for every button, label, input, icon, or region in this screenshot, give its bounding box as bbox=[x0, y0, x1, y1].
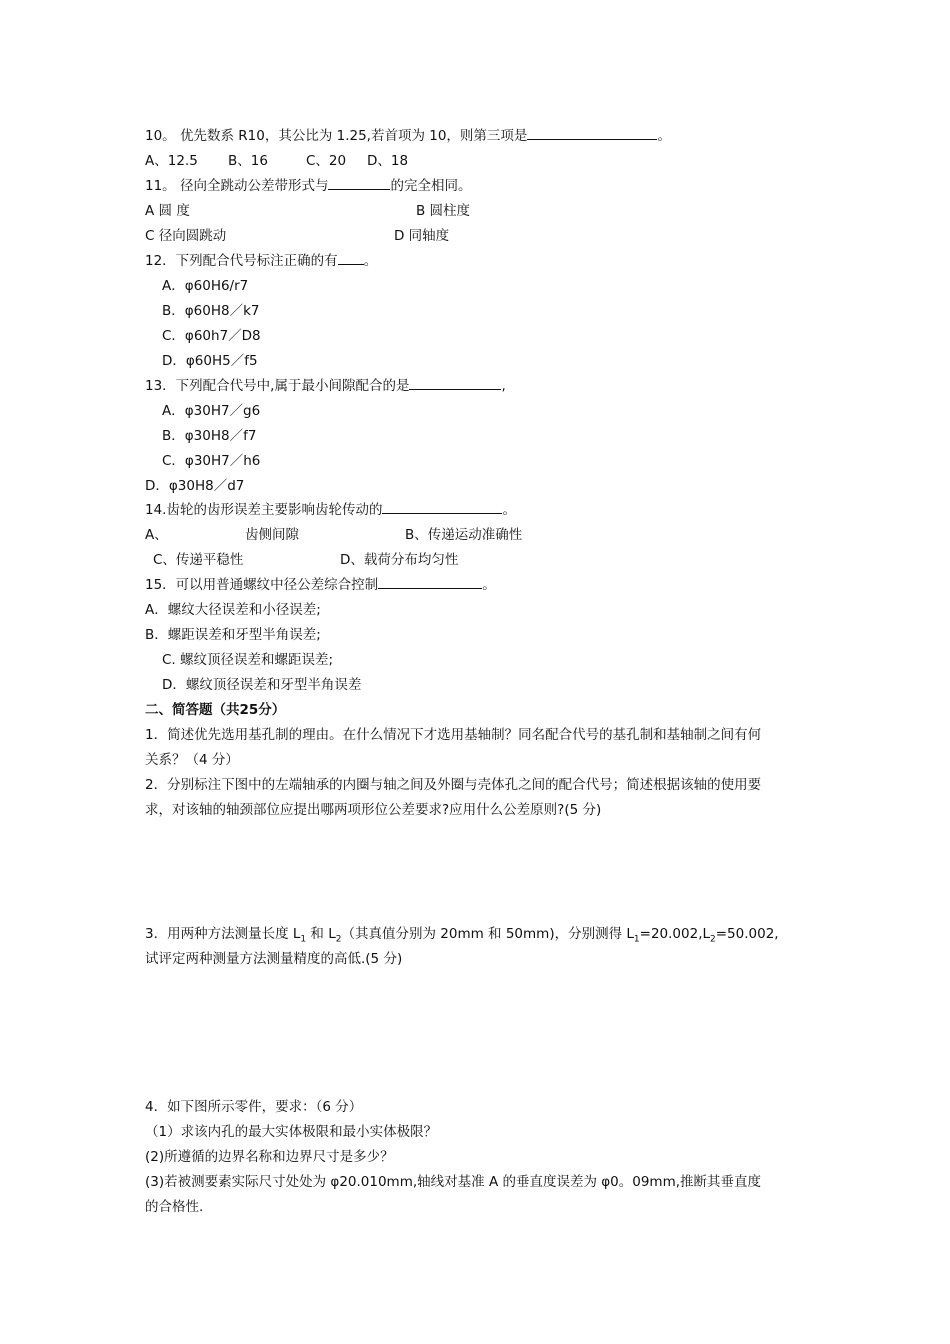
s3-text-1: 3．用两种方法测量长度 L bbox=[145, 926, 301, 942]
q13-option-d: D．φ30H8／d7 bbox=[145, 478, 245, 494]
short-answer-3-line-1 bbox=[145, 925, 779, 949]
q13-option-b: B．φ30H8／f7 bbox=[162, 428, 257, 444]
q14-stem-end: 。 bbox=[502, 502, 516, 518]
q11-stem-text: 11。 径向全跳动公差带形式与 bbox=[145, 178, 329, 194]
q11-stem-end: 的完全相同。 bbox=[390, 178, 472, 194]
q14-option-a-text: 齿侧间隙 bbox=[245, 527, 299, 543]
q15-stem-text: 15．可以用普通螺纹中径公差综合控制 bbox=[145, 577, 379, 593]
s3-text-5: =50.002, bbox=[715, 926, 779, 942]
q13-stem-text: 13．下列配合代号中,属于最小间隙配合的是 bbox=[145, 378, 410, 394]
q10-option-a: A、12.5 bbox=[145, 153, 198, 169]
q14-option-b: B、传递运动准确性 bbox=[405, 527, 523, 543]
s3-text-3: （其真值分别为 20mm 和 50mm)，分别测得 L bbox=[341, 926, 634, 942]
question-11-stem bbox=[145, 177, 471, 195]
s3-text-2: 和 L bbox=[306, 926, 336, 942]
q13-stem-end: , bbox=[501, 378, 506, 394]
q15-stem-end: 。 bbox=[482, 577, 496, 593]
q13-option-a: A．φ30H7／g6 bbox=[162, 403, 261, 419]
q12-option-a: A．φ60H6/r7 bbox=[162, 278, 249, 294]
short-answer-4-line-2: （1）求该内孔的最大实体极限和最小实体极限？ bbox=[145, 1124, 438, 1140]
question-12-stem bbox=[145, 252, 377, 270]
short-answer-4-line-5: 的合格性. bbox=[145, 1199, 204, 1215]
q15-option-c: C. 螺纹顶径误差和螺距误差; bbox=[162, 652, 334, 668]
short-answer-4-line-1: 4．如下图所示零件，要求：（6 分） bbox=[145, 1099, 363, 1115]
s3-text-4: =20.002,L bbox=[639, 926, 711, 942]
q12-stem-end: 。 bbox=[363, 253, 378, 269]
short-answer-2-line-1: 2．分别标注下图中的左端轴承的内圈与轴之间及外圈与壳体孔之间的配合代号；简述根据该轴的使用要 bbox=[145, 777, 762, 793]
q14-option-c: C、传递平稳性 bbox=[153, 552, 244, 568]
q15-option-a: A．螺纹大径误差和小径误差; bbox=[145, 602, 321, 618]
section-2-title-end: 分） bbox=[258, 702, 286, 718]
q11-option-a: A 圆 度 bbox=[145, 203, 190, 219]
short-answer-4-line-3: (2)所遵循的边界名称和边界尺寸是多少？ bbox=[145, 1149, 394, 1165]
s3-subscript-3: 1 bbox=[633, 934, 640, 945]
q13-answer-blank bbox=[409, 377, 501, 390]
q12-option-b: B．φ60H8／k7 bbox=[162, 303, 260, 319]
q11-answer-blank bbox=[328, 177, 390, 190]
q10-answer-blank bbox=[527, 127, 657, 140]
q14-answer-blank bbox=[382, 501, 502, 514]
q12-option-d: D．φ60H5／f5 bbox=[162, 353, 258, 369]
section-2-heading bbox=[145, 701, 285, 719]
q13-option-c: C．φ30H7／h6 bbox=[162, 453, 261, 469]
short-answer-4-line-4: (3)若被测要素实际尺寸处处为 φ20.010mm,轴线对基准 A 的垂直度误差为 φ0。09mm,推断其垂直度 bbox=[145, 1174, 762, 1190]
q14-stem-text: 14.齿轮的齿形误差主要影响齿轮传动的 bbox=[145, 502, 383, 518]
q10-option-d: D、18 bbox=[367, 153, 409, 169]
q11-option-b: B 圆柱度 bbox=[416, 203, 471, 219]
q10-option-c: C、20 bbox=[306, 153, 347, 169]
question-15-stem bbox=[145, 576, 496, 594]
q14-option-a-label: A、 bbox=[145, 527, 168, 543]
q12-stem-text: 12．下列配合代号标注正确的有 bbox=[145, 253, 338, 269]
q10-stem-end: 。 bbox=[657, 128, 671, 144]
question-14-stem bbox=[145, 501, 516, 519]
q10-option-b: B、16 bbox=[228, 153, 268, 169]
q15-option-b: B．螺距误差和牙型半角误差; bbox=[145, 627, 321, 643]
question-10-stem bbox=[145, 127, 671, 145]
section-2-title-start: 二、简答题（共 bbox=[145, 702, 240, 718]
s3-subscript-4: 2 bbox=[710, 934, 716, 945]
question-13-stem bbox=[145, 377, 506, 395]
s3-subscript-1: 1 bbox=[300, 934, 307, 945]
short-answer-3-line-2: 试评定两种测量方法测量精度的高低.(5 分) bbox=[145, 951, 403, 967]
s3-subscript-2: 2 bbox=[335, 934, 342, 945]
q12-option-c: C．φ60h7／D8 bbox=[162, 328, 261, 344]
short-answer-1-line-2: 关系？（4 分） bbox=[145, 752, 239, 768]
q12-answer-blank bbox=[338, 252, 364, 265]
q14-option-d: D、载荷分布均匀性 bbox=[340, 552, 459, 568]
q11-option-d: D 同轴度 bbox=[394, 228, 450, 244]
q15-option-d: D．螺纹顶径误差和牙型半角误差 bbox=[162, 677, 362, 693]
short-answer-1-line-1: 1．简述优先选用基孔制的理由。在什么情况下才选用基轴制？同名配合代号的基孔制和基轴制之间有何 bbox=[145, 727, 762, 743]
short-answer-2-line-2: 求，对该轴的轴颈部位应提出哪两项形位公差要求?应用什么公差原则?(5 分) bbox=[145, 802, 602, 818]
section-2-points: 25 bbox=[239, 702, 259, 718]
q15-answer-blank bbox=[378, 576, 482, 589]
q10-stem-text: 10。 优先数系 R10，其公比为 1.25,若首项为 10，则第三项是 bbox=[145, 128, 528, 144]
q11-option-c: C 径向圆跳动 bbox=[145, 228, 227, 244]
